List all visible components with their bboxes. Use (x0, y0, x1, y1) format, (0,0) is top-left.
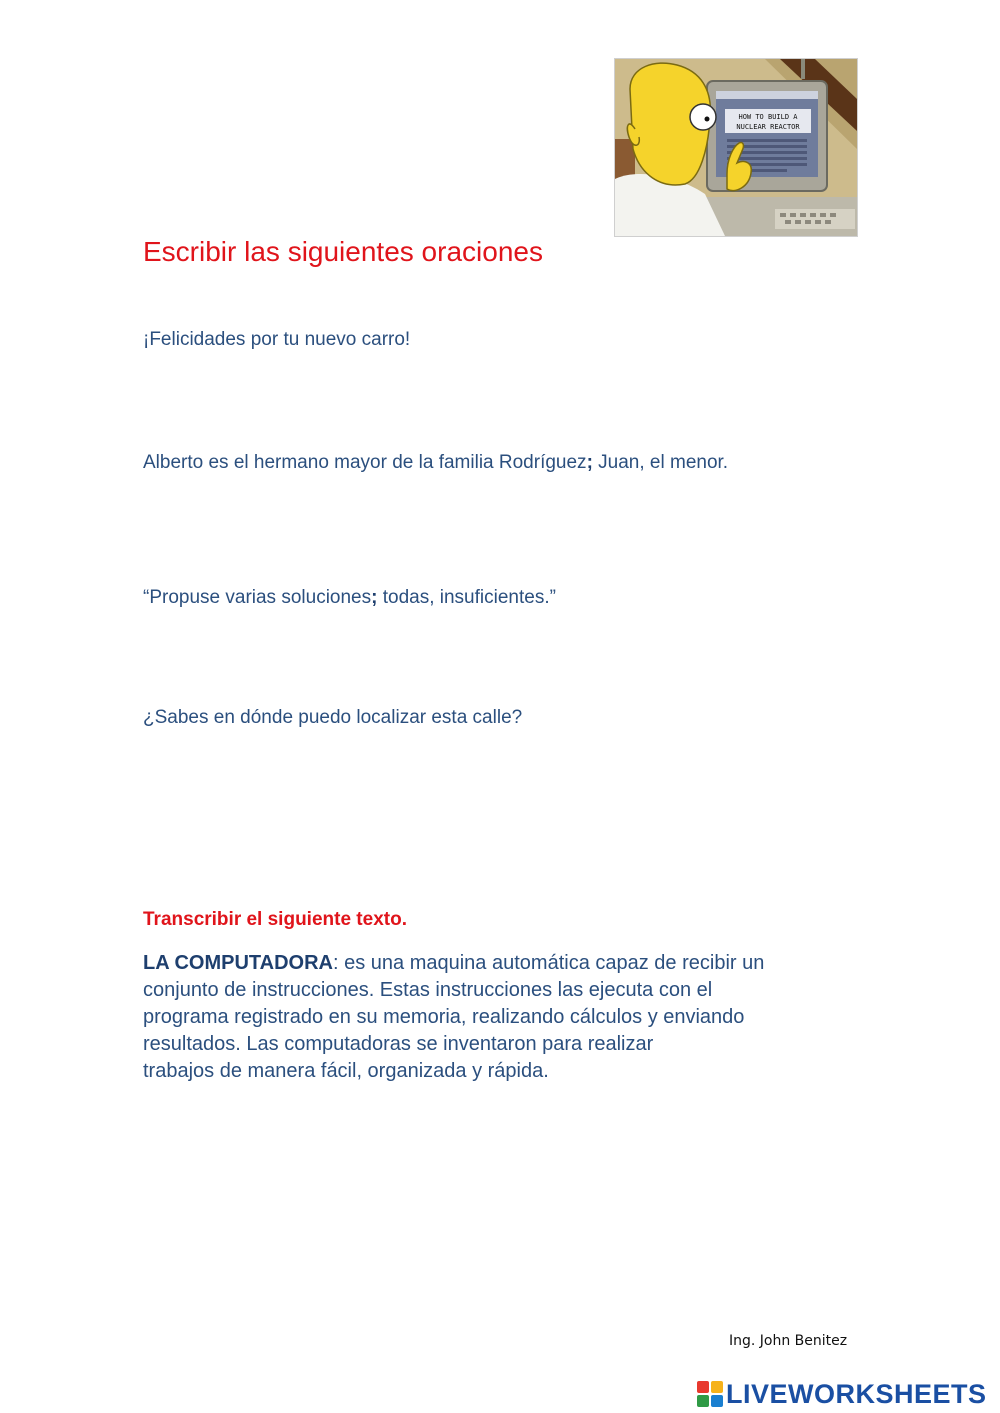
screen-caption-line1: HOW TO BUILD A (738, 113, 798, 121)
paragraph-line-4: resultados. Las computadoras se inventaron para realizar (143, 1033, 654, 1055)
sentence-1: ¡Felicidades por tu nuevo carro! (143, 329, 411, 350)
sentence-2-part-2: Juan, el menor. (592, 452, 729, 473)
illustration-character-at-computer (614, 58, 858, 237)
brand-logo[interactable] (697, 1378, 987, 1410)
paragraph-line-2: conjunto de instrucciones. Estas instrucciones las ejecuta con el (143, 979, 713, 1001)
sentence-4: ¿Sabes en dónde puedo localizar esta calle? (143, 707, 523, 728)
paragraph-term: LA COMPUTADORA (143, 952, 333, 974)
paragraph-line-1-rest: : es una maquina automática capaz de recibir un (332, 952, 765, 974)
brand-logo-icon (697, 1381, 723, 1407)
screen-caption-line2: NUCLEAR REACTOR (736, 123, 800, 131)
paragraph-line-3: programa registrado en su memoria, realizando cálculos y enviando (143, 1006, 745, 1028)
transcription-paragraph (143, 950, 863, 1085)
sentence-2 (143, 452, 728, 474)
page-heading: Escribir las siguientes oraciones (143, 236, 543, 267)
sentence-3 (143, 587, 556, 609)
paragraph-line-1 (143, 950, 863, 977)
author-signature: Ing. John Benitez (729, 1333, 848, 1349)
section-subtitle: Transcribir el siguiente texto. (143, 909, 407, 930)
sentence-2-separator: ; (586, 452, 593, 473)
sentence-3-part-1: “Propuse varias soluciones (143, 587, 372, 608)
sentence-3-separator: ; (371, 587, 378, 608)
sentence-2-part-1: Alberto es el hermano mayor de la familia Rodríguez (143, 452, 587, 473)
sentence-3-part-2: todas, insuficientes.” (377, 587, 556, 608)
brand-name: LIVEWORKSHEETS (726, 1378, 987, 1409)
paragraph-line-5: trabajos de manera fácil, organizada y rápida. (143, 1060, 549, 1082)
